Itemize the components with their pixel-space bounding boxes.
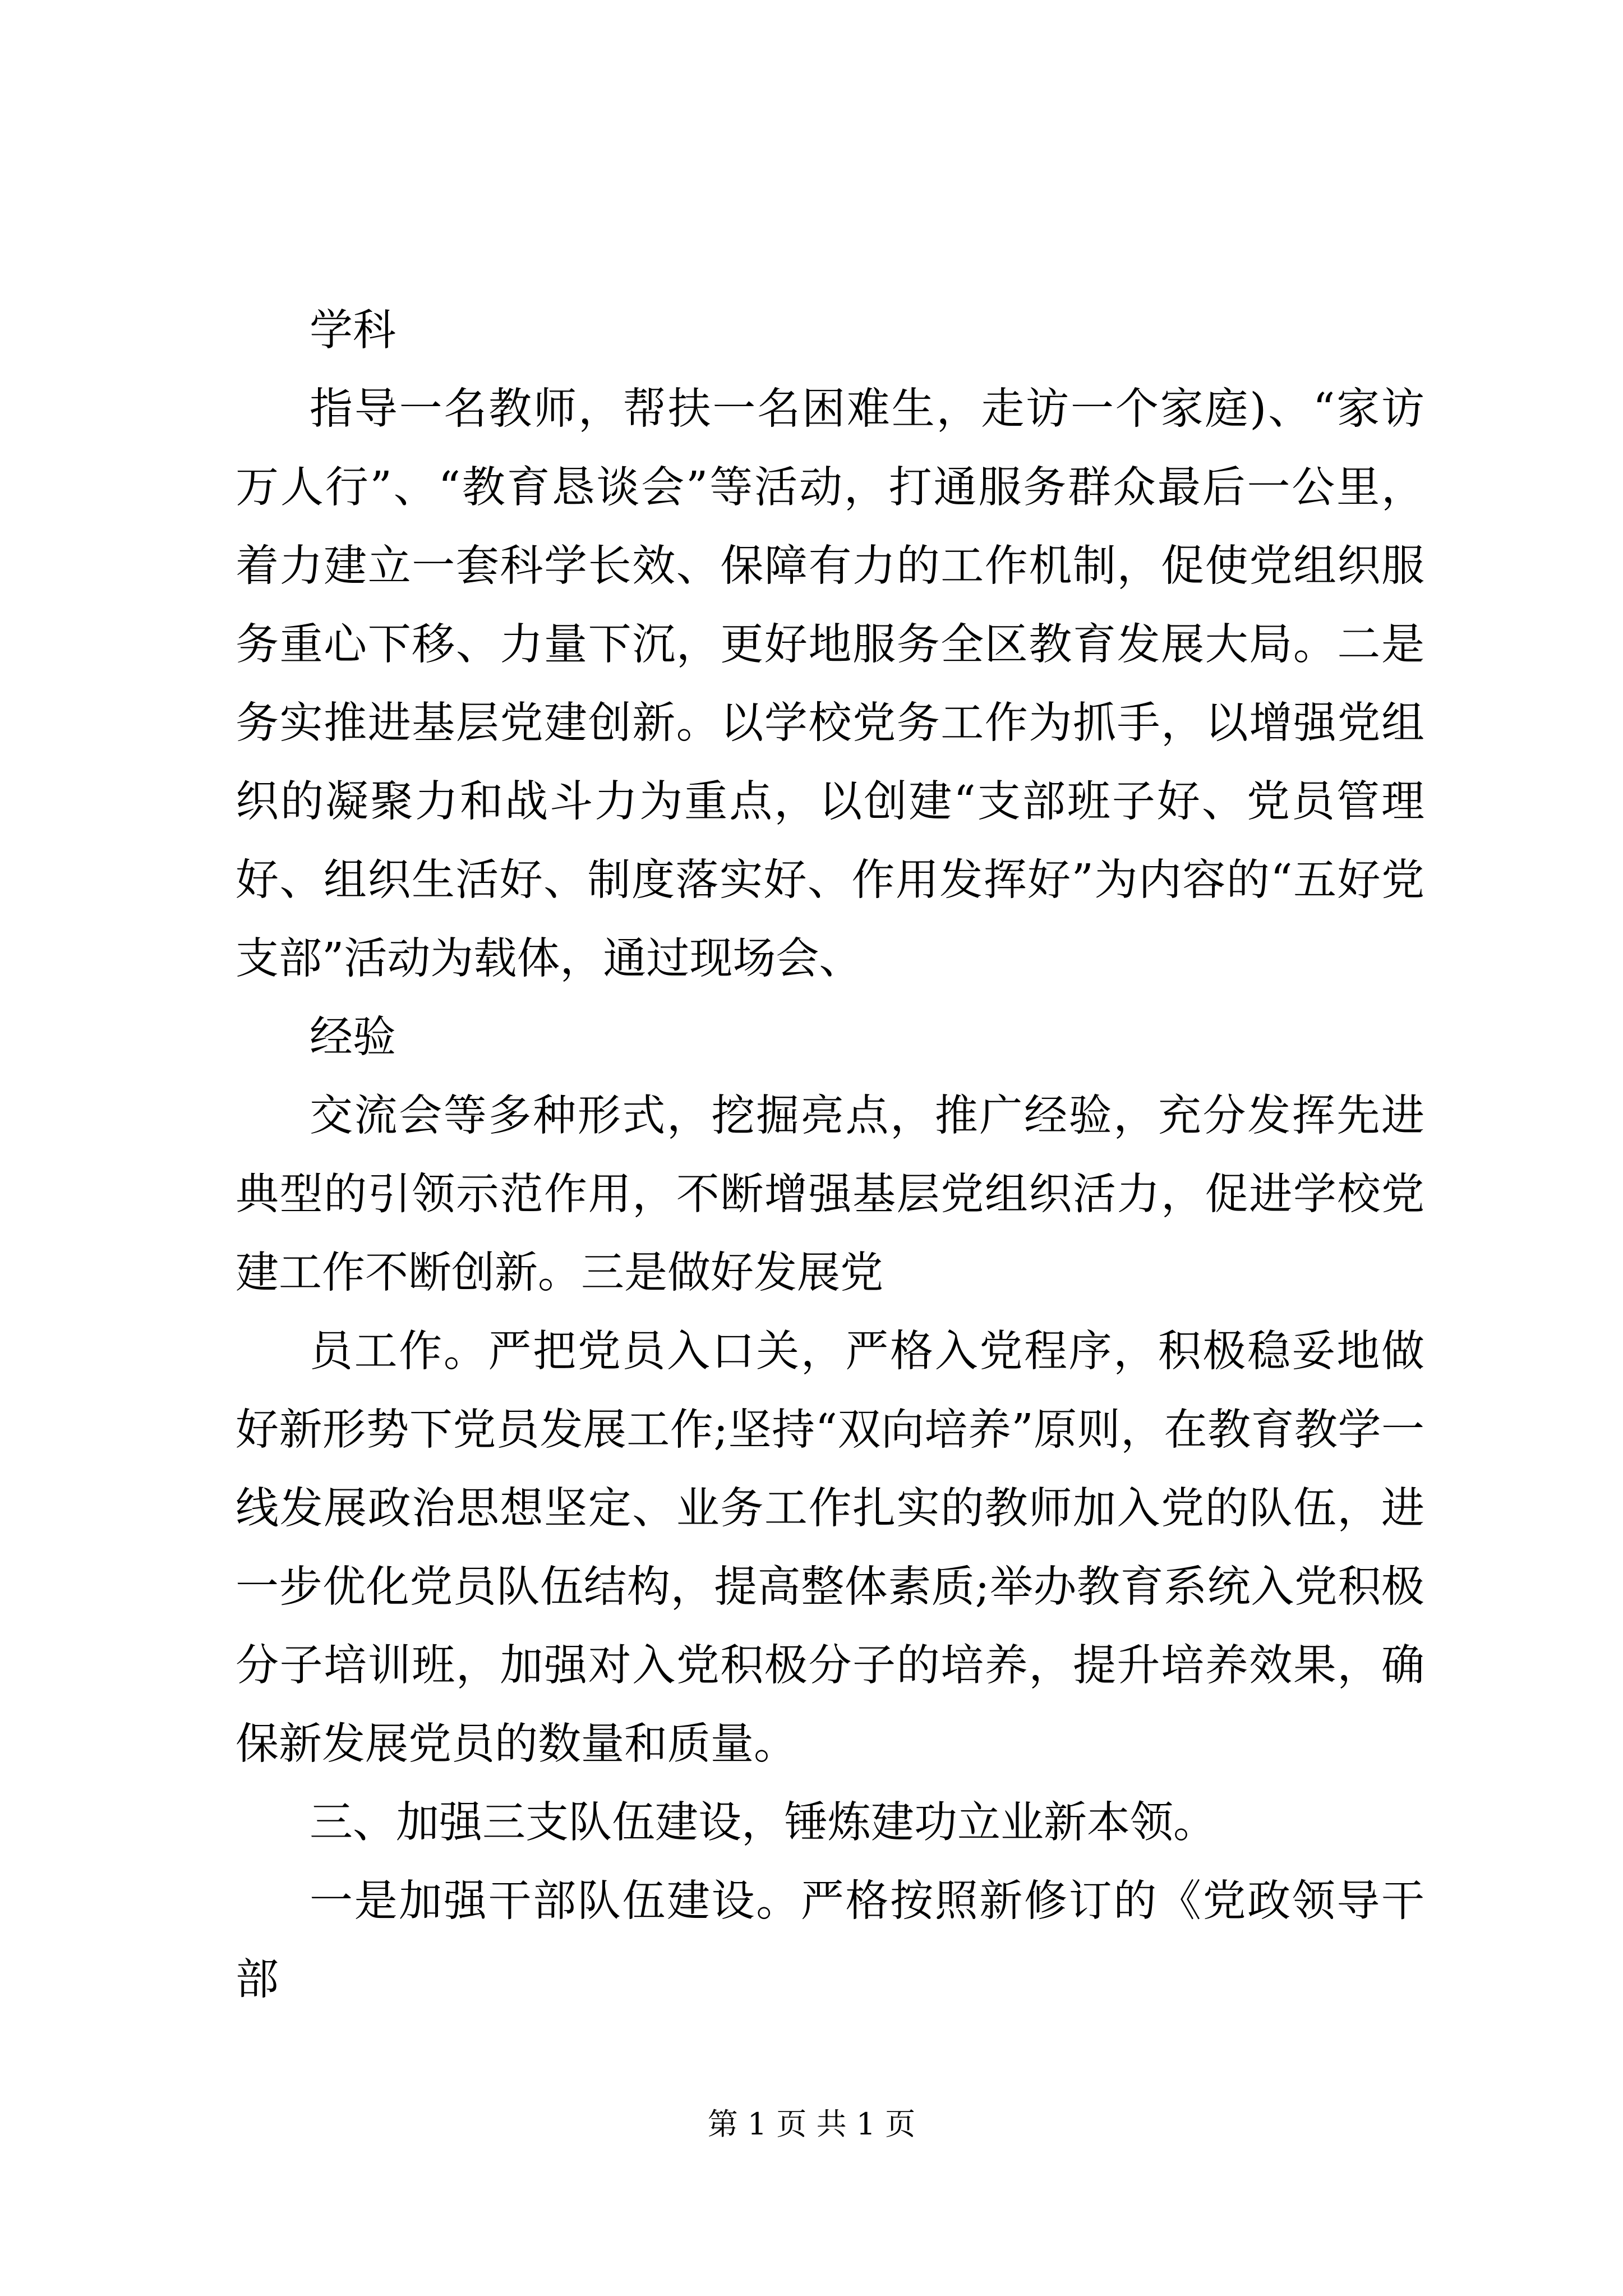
paragraph-experience: 经验 xyxy=(310,1013,396,1062)
paragraph-subject: 学科 xyxy=(310,306,396,356)
paragraph-cadre-team: 一是加强干部队伍建设。严格按照新修订的《党政领导干部 xyxy=(236,1876,1424,2005)
paragraph-exchange-meeting: 交流会等多种形式，挖掘亮点，推广经验，充分发挥先进典型的引领示范作用，不断增强基层党组织活力，促进学校党建工作不断创新。三是做好发展党 xyxy=(236,1091,1424,1298)
paragraph-service-mechanism: 指导一名教师，帮扶一名困难生，走访一个家庭)、“家访万人行”、“教育恳谈会”等活动，打通服务群众最后一公里，着力建立一套科学长效、保障有力的工作机制，促使党组织服务重心下移、力量下沉，更好地服务全区教育发展大局。二是务实推进基层党建创新。以学校党务工作为抓手，以增强党组织的凝聚力和战斗力为重点，以创建“支部班子好、党员管理好、组织生活好、制度落实好、作用发挥好”为内容的“五好党支部”活动为载体，通过现场会、 xyxy=(236,384,1424,984)
paragraph-member-work: 员工作。严把党员入口关，严格入党程序，积极稳妥地做好新形势下党员发展工作;坚持“双向培养”原则，在教育教学一线发展政治思想坚定、业务工作扎实的教师加入党的队伍，进一步优化党员队伍结构，提高整体素质;举办教育系统入党积极分子培训班，加强对入党积极分子的培养，提升培养效果，确保新发展党员的数量和质量。 xyxy=(236,1327,1424,1769)
paragraph-section-three-heading: 三、加强三支队伍建设，锤炼建功立业新本领。 xyxy=(310,1798,1216,1848)
document-body xyxy=(236,292,1424,2019)
page-footer: 第 1 页 共 1 页 xyxy=(707,2106,916,2142)
